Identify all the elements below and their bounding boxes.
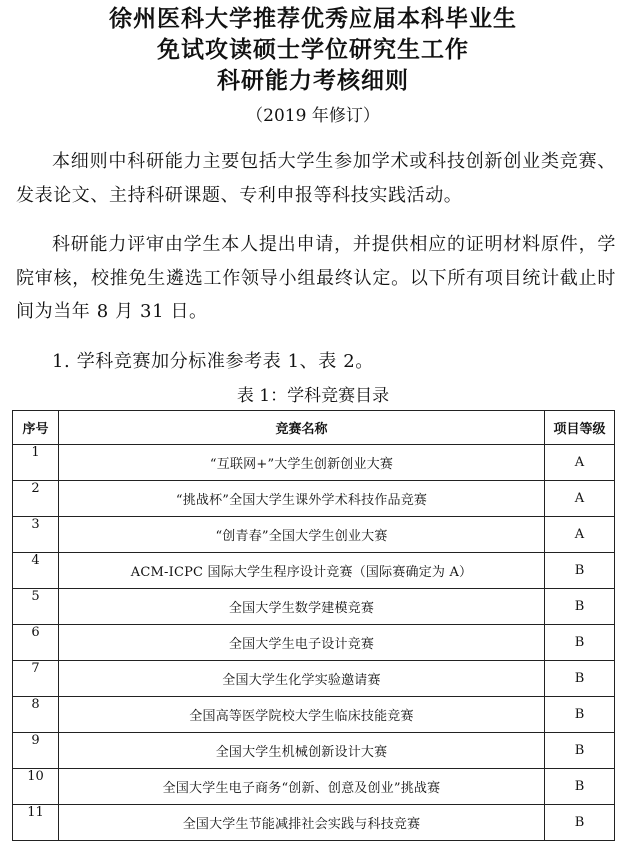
table-row <box>13 769 615 805</box>
row-number: 3 <box>13 517 59 553</box>
row-number: 5 <box>13 589 59 625</box>
competition-level: B <box>545 697 615 733</box>
competition-name: 全国大学生机械创新设计大赛 <box>59 733 545 769</box>
row-number: 6 <box>13 625 59 661</box>
table-row <box>13 805 615 841</box>
row-number: 4 <box>13 553 59 589</box>
title-line: 徐州医科大学推荐优秀应届本科毕业生 <box>109 6 517 32</box>
table-row <box>13 589 615 625</box>
competition-level: A <box>545 517 615 553</box>
header-level: 项目等级 <box>545 411 615 445</box>
table-row <box>13 697 615 733</box>
row-number: 8 <box>13 697 59 733</box>
row-number: 7 <box>13 661 59 697</box>
table-caption: 表 1：学科竞赛目录 <box>236 386 390 406</box>
table-row <box>13 517 615 553</box>
table-row <box>13 481 615 517</box>
competition-level: B <box>545 589 615 625</box>
table-row <box>13 445 615 481</box>
table-row <box>13 661 615 697</box>
header-no: 序号 <box>13 411 59 445</box>
competition-name: 全国高等医学院校大学生临床技能竞赛 <box>59 697 545 733</box>
body-paragraph: 科研能力评审由学生本人提出申请，并提供相应的证明材料原件，学院审核，校推免生遴选工作领导小组最终认定。以下所有项目统计截止时间为当年 8 月 31 日。 <box>16 234 616 322</box>
row-number: 10 <box>13 769 59 805</box>
row-number: 11 <box>13 805 59 841</box>
competition-table <box>12 410 615 841</box>
table-row <box>13 733 615 769</box>
row-number: 9 <box>13 733 59 769</box>
competition-name: “创青春”全国大学生创业大赛 <box>59 517 545 553</box>
table-header-row <box>13 411 615 445</box>
competition-name: 全国大学生节能减排社会实践与科技竞赛 <box>59 805 545 841</box>
body-paragraph: 本细则中科研能力主要包括大学生参加学术或科技创新创业类竞赛、发表论文、主持科研课题、专利申报等科技实践活动。 <box>16 151 616 206</box>
competition-name: “互联网+”大学生创新创业大赛 <box>59 445 545 481</box>
competition-level: A <box>545 481 615 517</box>
row-number: 1 <box>13 445 59 481</box>
competition-level: B <box>545 733 615 769</box>
competition-name: ACM-ICPC 国际大学生程序设计竞赛（国际赛确定为 A） <box>59 553 545 589</box>
competition-level: B <box>545 661 615 697</box>
competition-name: 全国大学生数学建模竞赛 <box>59 589 545 625</box>
document-title <box>0 4 626 97</box>
competition-name: 全国大学生化学实验邀请赛 <box>59 661 545 697</box>
row-number: 2 <box>13 481 59 517</box>
competition-name: 全国大学生电子商务“创新、创意及创业”挑战赛 <box>59 769 545 805</box>
table-row <box>13 553 615 589</box>
competition-level: B <box>545 553 615 589</box>
competition-level: B <box>545 769 615 805</box>
competition-name: “挑战杯”全国大学生课外学术科技作品竞赛 <box>59 481 545 517</box>
competition-level: B <box>545 625 615 661</box>
body-paragraph: 1. 学科竞赛加分标准参考表 1、表 2。 <box>52 351 374 372</box>
title-line: 免试攻读硕士学位研究生工作 <box>157 37 469 63</box>
competition-level: B <box>545 805 615 841</box>
table-row <box>13 625 615 661</box>
competition-level: A <box>545 445 615 481</box>
title-line: 科研能力考核细则 <box>217 68 409 94</box>
revision-note: （2019 年修订） <box>246 106 380 126</box>
header-name: 竞赛名称 <box>59 411 545 445</box>
competition-name: 全国大学生电子设计竞赛 <box>59 625 545 661</box>
